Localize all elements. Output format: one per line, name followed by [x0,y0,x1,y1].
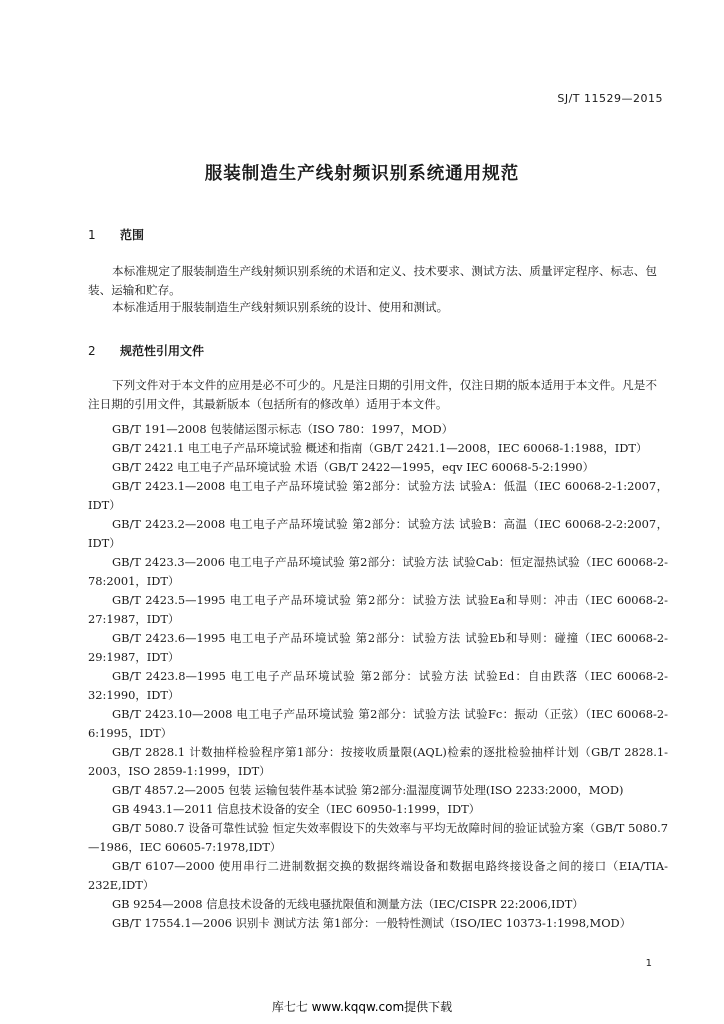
reference-item: GB 4943.1—2011 信息技术设备的安全（IEC 60950-1:1999，IDT） [112,802,481,816]
section-2-heading [88,342,204,359]
download-footer: 库七七 www.kqqw.com提供下载 [271,1000,453,1014]
scope-paragraph-2: 本标准适用于服装制造生产线射频识别系统的设计、使用和测试。 [112,300,449,314]
section-1-heading [88,226,144,243]
page-number: 1 [645,958,652,969]
reference-item: GB/T 2422 电工电子产品环境试验 术语（GB/T 2422—1995，eqv IEC 60068-5-2:1990） [112,460,595,474]
reference-item: GB/T 2423.1—2008 电工电子产品环境试验 第2部分：试验方法 试验A：低温（IEC 60068-2-1:2007，IDT） [88,479,668,512]
reference-item: GB/T 2423.6—1995 电工电子产品环境试验 第2部分：试验方法 试验Eb和导则：碰撞（IEC 60068-2-29:1987，IDT） [88,631,668,664]
reference-item: GB/T 2423.5—1995 电工电子产品环境试验 第2部分：试验方法 试验Ea和导则：冲击（IEC 60068-2-27:1987，IDT） [88,593,668,626]
reference-item: GB/T 2828.1 计数抽样检验程序第1部分：按接收质量限(AQL)检索的逐批检验抽样计划（GB/T 2828.1-2003，ISO 2859-1:1999，IDT） [88,745,668,778]
reference-item: GB/T 2421.1 电工电子产品环境试验 概述和指南（GB/T 2421.1—2008，IEC 60068-1:1988，IDT） [112,441,648,455]
standard-code: SJ/T 11529—2015 [557,92,663,105]
references-intro: 下列文件对于本文件的应用是必不可少的。凡是注日期的引用文件，仅注日期的版本适用于本文件。凡是不注日期的引用文件，其最新版本（包括所有的修改单）适用于本文件。 [88,378,657,411]
reference-item: GB/T 2423.2—2008 电工电子产品环境试验 第2部分：试验方法 试验B：高温（IEC 60068-2-2:2007，IDT） [88,517,668,550]
reference-list [88,420,668,933]
reference-item: GB/T 17554.1—2006 识别卡 测试方法 第1部分：一般特性测试（ISO/IEC 10373-1:1998,MOD） [112,916,632,930]
section-2-title: 规范性引用文件 [120,344,205,358]
reference-item: GB/T 4857.2—2005 包装 运输包装件基本试验 第2部分:温湿度调节处理(ISO 2233:2000，MOD) [112,783,624,797]
reference-item: GB/T 6107—2000 使用串行二进制数据交换的数据终端设备和数据电路终接设备之间的接口（EIA/TIA-232E,IDT） [88,859,668,892]
scope-paragraph-1: 本标准规定了服装制造生产线射频识别系统的术语和定义、技术要求、测试方法、质量评定程序、标志、包装、运输和贮存。 [88,264,657,297]
reference-item: GB/T 2423.3—2006 电工电子产品环境试验 第2部分：试验方法 试验Cab：恒定湿热试验（IEC 60068-2-78:2001，IDT） [88,555,668,588]
reference-item: GB 9254—2008 信息技术设备的无线电骚扰限值和测量方法（IEC/CISPR 22:2006,IDT） [112,897,584,911]
document-title: 服装制造生产线射频识别系统通用规范 [204,164,520,184]
reference-item: GB/T 2423.10—2008 电工电子产品环境试验 第2部分：试验方法 试验Fc：振动（正弦）（IEC 60068-2-6:1995，IDT） [88,707,668,740]
reference-item: GB/T 2423.8—1995 电工电子产品环境试验 第2部分：试验方法 试验Ed：自由跌落（IEC 60068-2-32:1990，IDT） [88,669,668,702]
section-2-number: 2 [88,344,96,358]
reference-item: GB/T 191—2008 包装储运图示标志（ISO 780：1997，MOD） [112,422,454,436]
reference-item: GB/T 5080.7 设备可靠性试验 恒定失效率假设下的失效率与平均无故障时间的验证试验方案（GB/T 5080.7—1986，IEC 60605-7:1978,IDT） [88,821,668,854]
section-1-number: 1 [88,228,96,242]
section-1-title: 范围 [120,228,145,242]
